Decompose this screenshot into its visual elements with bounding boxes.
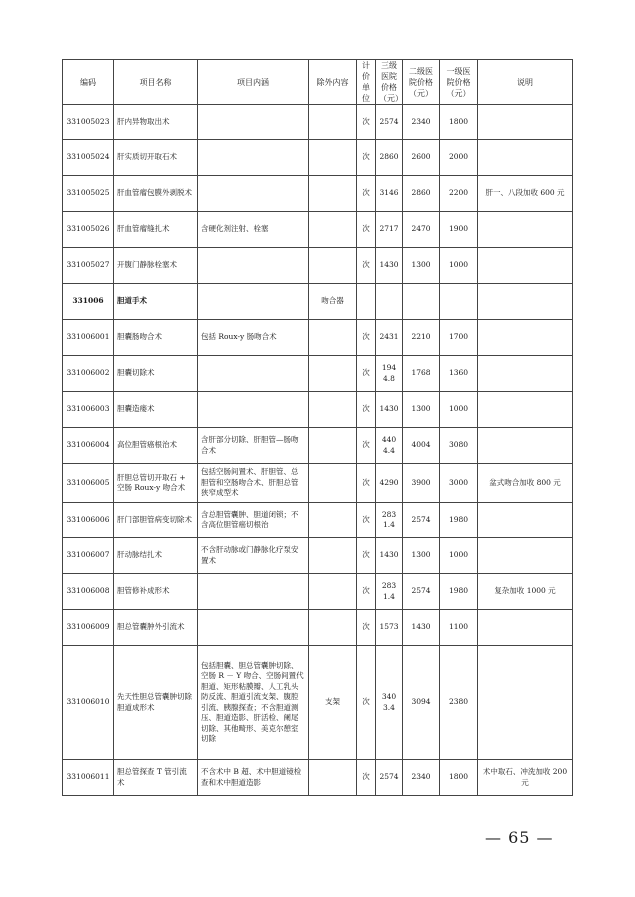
cell-content: 不含术中 B 超、术中胆道镜检查和术中胆道造影 <box>198 760 309 796</box>
table-row <box>63 464 573 503</box>
cell-name: 胆囊切除术 <box>114 356 198 392</box>
cell-name: 开腹门静脉栓塞术 <box>114 248 198 284</box>
cell-content <box>198 176 309 212</box>
header-excluded: 除外内容 <box>309 60 357 105</box>
cell-code: 331006004 <box>63 428 114 464</box>
fee-table <box>62 59 573 796</box>
cell-name: 肝血管瘤缝扎术 <box>114 212 198 248</box>
cell-price-level2: 1768 <box>403 356 440 392</box>
cell-excluded <box>309 176 357 212</box>
cell-content: 包括胆囊、胆总管囊肿切除、空肠 R － Y 吻合、空肠间置代胆道、矩形粘膜瓣、人工乳头防反流、胆道引流支架、腹腔引流、胰腺探查；不含胆道测压、胆道造影、肝活检、阑尾切除、其他畸形、美克尔憩室切除 <box>198 646 309 760</box>
cell-unit: 次 <box>357 428 376 464</box>
cell-content: 含总胆管囊肿、胆道闭锁；不含高位胆管癌切根治 <box>198 503 309 538</box>
cell-note <box>478 356 573 392</box>
header-price-level3: 三级医院价格（元） <box>376 60 403 105</box>
cell-price-level1: 1900 <box>440 212 478 248</box>
cell-name: 胆总管探查 T 管引流术 <box>114 760 198 796</box>
cell-content <box>198 610 309 646</box>
cell-price-level2: 2574 <box>403 503 440 538</box>
cell-note: 盆式吻合加收 800 元 <box>478 464 573 503</box>
cell-content: 含硬化剂注射、栓塞 <box>198 212 309 248</box>
cell-name: 肝实质切开取石术 <box>114 140 198 176</box>
cell-unit: 次 <box>357 356 376 392</box>
cell-price-level1: 1800 <box>440 760 478 796</box>
table-row <box>63 392 573 428</box>
cell-price-level1 <box>440 284 478 320</box>
cell-excluded <box>309 392 357 428</box>
cell-code: 331006011 <box>63 760 114 796</box>
cell-note <box>478 284 573 320</box>
cell-content: 包括空肠间置术、肝胆管、总胆管和空肠吻合术、肝胆总管狭窄成型术 <box>198 464 309 503</box>
cell-price-level3: 2574 <box>376 105 403 140</box>
table-row <box>63 610 573 646</box>
cell-code: 331005026 <box>63 212 114 248</box>
header-price-level1: 一级医院价格（元） <box>440 60 478 105</box>
cell-excluded <box>309 356 357 392</box>
cell-price-level2: 3094 <box>403 646 440 760</box>
table-row <box>63 538 573 574</box>
cell-code: 331005023 <box>63 105 114 140</box>
cell-price-level2: 1430 <box>403 610 440 646</box>
header-code: 编码 <box>63 60 114 105</box>
cell-price-level3: 1944.8 <box>376 356 403 392</box>
cell-note <box>478 105 573 140</box>
cell-unit: 次 <box>357 392 376 428</box>
cell-code: 331005027 <box>63 248 114 284</box>
cell-price-level1: 1980 <box>440 503 478 538</box>
header-price-level2: 二级医院价格（元） <box>403 60 440 105</box>
table-header-row <box>63 60 573 105</box>
table-row-category <box>63 284 573 320</box>
cell-name: 胆管修补成形术 <box>114 574 198 610</box>
cell-price-level2: 2574 <box>403 574 440 610</box>
table-row <box>63 760 573 796</box>
cell-excluded <box>309 760 357 796</box>
cell-excluded <box>309 610 357 646</box>
table-row <box>63 574 573 610</box>
table-row <box>63 320 573 356</box>
cell-unit: 次 <box>357 574 376 610</box>
cell-unit: 次 <box>357 610 376 646</box>
cell-excluded <box>309 212 357 248</box>
table-row <box>63 248 573 284</box>
cell-name: 胆总管囊肿外引流术 <box>114 610 198 646</box>
table-row <box>63 105 573 140</box>
table-row <box>63 503 573 538</box>
cell-unit: 次 <box>357 646 376 760</box>
cell-price-level3: 4290 <box>376 464 403 503</box>
cell-name: 先天性胆总管囊肿切除胆道成形术 <box>114 646 198 760</box>
table-row <box>63 646 573 760</box>
cell-price-level2: 2470 <box>403 212 440 248</box>
cell-price-level3: 1430 <box>376 538 403 574</box>
cell-excluded <box>309 320 357 356</box>
cell-unit <box>357 284 376 320</box>
cell-note <box>478 212 573 248</box>
cell-name: 胆囊肠吻合术 <box>114 320 198 356</box>
page-number: — 65 — <box>485 828 554 847</box>
cell-content <box>198 574 309 610</box>
cell-unit: 次 <box>357 140 376 176</box>
cell-code: 331006005 <box>63 464 114 503</box>
cell-unit: 次 <box>357 503 376 538</box>
cell-excluded <box>309 574 357 610</box>
cell-excluded <box>309 248 357 284</box>
cell-price-level2: 3900 <box>403 464 440 503</box>
cell-note <box>478 392 573 428</box>
cell-note <box>478 503 573 538</box>
cell-excluded <box>309 503 357 538</box>
cell-content: 不含肝动脉或门静脉化疗泵安置术 <box>198 538 309 574</box>
cell-content <box>198 392 309 428</box>
cell-price-level1: 1100 <box>440 610 478 646</box>
cell-excluded: 支架 <box>309 646 357 760</box>
cell-price-level3: 1430 <box>376 392 403 428</box>
cell-note <box>478 428 573 464</box>
cell-price-level3: 2831.4 <box>376 503 403 538</box>
cell-price-level1: 3000 <box>440 464 478 503</box>
cell-code: 331006001 <box>63 320 114 356</box>
cell-price-level1: 1700 <box>440 320 478 356</box>
cell-unit: 次 <box>357 760 376 796</box>
cell-note <box>478 248 573 284</box>
cell-unit: 次 <box>357 538 376 574</box>
cell-note <box>478 610 573 646</box>
cell-price-level3: 2574 <box>376 760 403 796</box>
cell-unit: 次 <box>357 105 376 140</box>
cell-price-level3: 4404.4 <box>376 428 403 464</box>
cell-price-level2 <box>403 284 440 320</box>
cell-unit: 次 <box>357 212 376 248</box>
cell-name: 肝血管瘤包膜外剥脱术 <box>114 176 198 212</box>
cell-note <box>478 140 573 176</box>
cell-excluded <box>309 140 357 176</box>
table-row <box>63 356 573 392</box>
cell-price-level3: 3146 <box>376 176 403 212</box>
cell-unit: 次 <box>357 464 376 503</box>
table-row <box>63 176 573 212</box>
cell-name: 肝动脉结扎术 <box>114 538 198 574</box>
cell-content <box>198 284 309 320</box>
cell-code: 331006008 <box>63 574 114 610</box>
header-note: 说明 <box>478 60 573 105</box>
cell-name: 肝内异物取出术 <box>114 105 198 140</box>
cell-excluded <box>309 105 357 140</box>
cell-price-level1: 1000 <box>440 248 478 284</box>
cell-code: 331006 <box>63 284 114 320</box>
cell-price-level1: 1000 <box>440 392 478 428</box>
cell-note <box>478 320 573 356</box>
cell-note <box>478 646 573 760</box>
cell-excluded <box>309 428 357 464</box>
cell-price-level3: 2717 <box>376 212 403 248</box>
cell-name: 胆囊造瘘术 <box>114 392 198 428</box>
cell-note: 肝一、八段加收 600 元 <box>478 176 573 212</box>
cell-price-level1: 3080 <box>440 428 478 464</box>
header-content: 项目内涵 <box>198 60 309 105</box>
cell-price-level2: 2860 <box>403 176 440 212</box>
cell-note: 术中取石、冲洗加收 200 元 <box>478 760 573 796</box>
cell-unit: 次 <box>357 176 376 212</box>
cell-content <box>198 248 309 284</box>
cell-name: 肝门部胆管病变切除术 <box>114 503 198 538</box>
cell-price-level3: 1430 <box>376 248 403 284</box>
cell-price-level3: 1573 <box>376 610 403 646</box>
cell-code: 331006003 <box>63 392 114 428</box>
cell-price-level1: 2380 <box>440 646 478 760</box>
cell-name: 胆道手术 <box>114 284 198 320</box>
cell-price-level1: 1800 <box>440 105 478 140</box>
cell-content: 包括 Roux-y 肠吻合术 <box>198 320 309 356</box>
cell-unit: 次 <box>357 248 376 284</box>
cell-content <box>198 356 309 392</box>
cell-price-level2: 2340 <box>403 105 440 140</box>
cell-price-level3: 3403.4 <box>376 646 403 760</box>
cell-price-level2: 1300 <box>403 538 440 574</box>
cell-price-level1: 1360 <box>440 356 478 392</box>
cell-code: 331006009 <box>63 610 114 646</box>
cell-code: 331006006 <box>63 503 114 538</box>
cell-price-level2: 1300 <box>403 248 440 284</box>
cell-price-level1: 2000 <box>440 140 478 176</box>
cell-price-level3: 2831.4 <box>376 574 403 610</box>
header-unit: 计价单位 <box>357 60 376 105</box>
cell-content <box>198 140 309 176</box>
cell-code: 331006002 <box>63 356 114 392</box>
cell-note: 复杂加收 1000 元 <box>478 574 573 610</box>
cell-code: 331006010 <box>63 646 114 760</box>
cell-price-level2: 1300 <box>403 392 440 428</box>
cell-price-level1: 2200 <box>440 176 478 212</box>
cell-code: 331005024 <box>63 140 114 176</box>
cell-content <box>198 105 309 140</box>
cell-excluded: 吻合器 <box>309 284 357 320</box>
cell-content: 含肝部分切除、肝胆管—肠吻合术 <box>198 428 309 464</box>
table-row <box>63 212 573 248</box>
cell-price-level3 <box>376 284 403 320</box>
cell-price-level3: 2860 <box>376 140 403 176</box>
cell-price-level3: 2431 <box>376 320 403 356</box>
table-row <box>63 428 573 464</box>
cell-excluded <box>309 538 357 574</box>
cell-code: 331006007 <box>63 538 114 574</box>
cell-price-level2: 2340 <box>403 760 440 796</box>
table-row <box>63 140 573 176</box>
cell-price-level2: 2600 <box>403 140 440 176</box>
cell-name: 高位胆管癌根治术 <box>114 428 198 464</box>
cell-price-level2: 2210 <box>403 320 440 356</box>
header-name: 项目名称 <box>114 60 198 105</box>
cell-code: 331005025 <box>63 176 114 212</box>
cell-price-level2: 4004 <box>403 428 440 464</box>
cell-unit: 次 <box>357 320 376 356</box>
cell-excluded <box>309 464 357 503</box>
cell-price-level1: 1980 <box>440 574 478 610</box>
cell-name: 肝胆总管切开取石 + 空肠 Roux-y 吻合术 <box>114 464 198 503</box>
cell-price-level1: 1000 <box>440 538 478 574</box>
cell-note <box>478 538 573 574</box>
